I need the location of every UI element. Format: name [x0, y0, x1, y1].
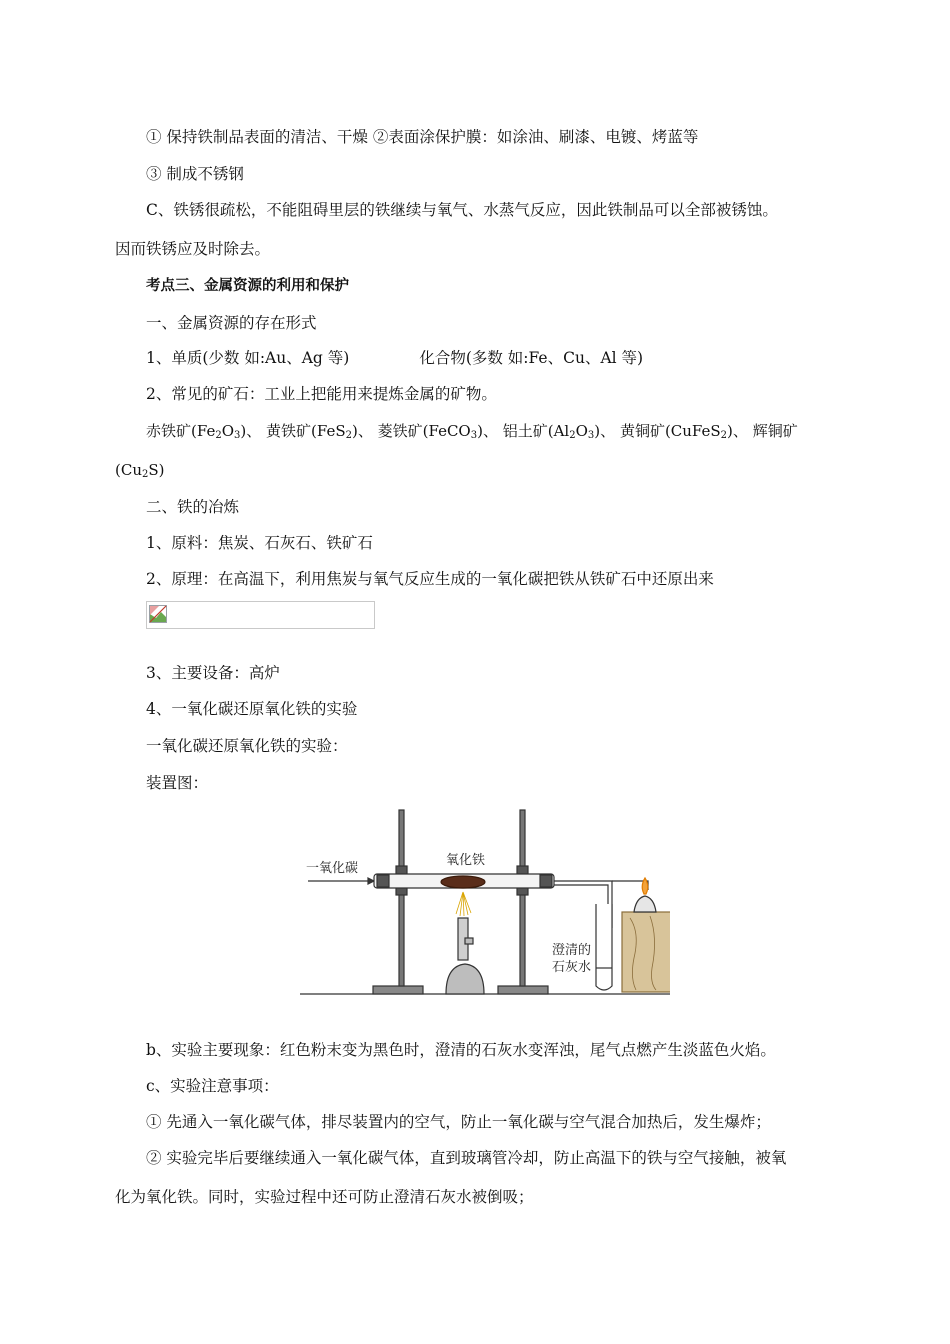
- text-line-10: 2、原理：在高温下，利用焦炭与氧气反应生成的一氧化碳把铁从铁矿石中还原出来: [146, 570, 714, 588]
- text-line-9: 1、原料：焦炭、石灰石、铁矿石: [146, 534, 373, 552]
- broken-image-icon: [149, 605, 167, 623]
- iron-oxide-sample: [441, 876, 485, 888]
- text-line-4: 因而铁锈应及时除去。: [115, 240, 271, 258]
- elemental-form-text: 1、单质(少数 如:Au、Ag 等): [146, 349, 350, 367]
- left-stand-base: [373, 986, 423, 994]
- limewater-test-tube: [596, 904, 612, 990]
- text-line-1: ① 保持铁制品表面的清洁、干燥 ②表面涂保护膜：如涂油、刷漆、电镀、烤蓝等: [146, 128, 699, 146]
- label-carbon-monoxide: 一氧化碳: [306, 861, 359, 876]
- ore-bauxite: 铝土矿$(Al_2O_3)$、: [502, 422, 616, 441]
- text-line-7: 2、常见的矿石：工业上把能用来提炼金属的矿物。: [146, 385, 497, 403]
- broken-image-placeholder: [146, 601, 375, 629]
- label-iron-oxide: 氧化铁: [446, 853, 486, 868]
- text-line-17: ① 先通入一氧化碳气体，排尽装置内的空气，防止一氧化碳与空气混合加热后，发生爆炸；: [146, 1113, 771, 1131]
- text-line-14: 装置图：: [146, 774, 209, 792]
- text-line-19: 化为氧化铁。同时，实验过程中还可防止澄清石灰水被倒吸；: [115, 1188, 534, 1206]
- co-reduction-apparatus-diagram: [300, 808, 670, 1002]
- ore-chalcopyrite: 黄铜矿(CuFeS$_2$)、: [619, 422, 748, 441]
- text-line-2: ③ 制成不锈钢: [146, 165, 244, 183]
- ore-list-line: [146, 421, 798, 441]
- text-line-12: 4、一氧化碳还原氧化铁的实验: [146, 700, 358, 718]
- text-line-3: C、铁锈很疏松，不能阻碍里层的铁继续与氧气、水蒸气反应，因此铁制品可以全部被锈蚀。: [146, 201, 778, 219]
- right-stand-base: [498, 986, 548, 994]
- text-line-15: b、实验主要现象：红色粉末变为黑色时，澄清的石灰水变浑浊，尾气点燃产生淡蓝色火焰。: [146, 1041, 776, 1059]
- ore-siderite: 菱铁矿(FeCO$_3$)、: [377, 422, 498, 441]
- label-limewater-line-1: 澄清的: [552, 943, 592, 958]
- ore-chalcocite: 辉铜矿: [752, 422, 798, 440]
- text-line-6: [146, 348, 643, 368]
- ore-pyrite: 黄铁矿(FeS$_2$)、: [266, 422, 373, 441]
- wooden-block: [622, 912, 670, 992]
- alcohol-lamp: [446, 964, 484, 994]
- left-stand-rod: [399, 810, 404, 986]
- tail-gas-lamp: [634, 896, 656, 912]
- text-line-13: 一氧化碳还原氧化铁的实验：: [146, 737, 348, 755]
- tail-gas-flame: [642, 878, 648, 894]
- section-heading: 考点三、金属资源的利用和保护: [146, 278, 349, 294]
- text-line-16: c、实验注意事项：: [146, 1077, 279, 1095]
- label-limewater-line-2: 石灰水: [552, 960, 592, 975]
- text-line-11: 3、主要设备：高炉: [146, 664, 280, 682]
- text-line-18: ② 实验完毕后要继续通入一氧化碳气体，直到玻璃管冷却，防止高温下的铁与空气接触，被氧: [146, 1149, 787, 1167]
- ore-hematite: 赤铁矿$(Fe_2O_3)$、: [146, 422, 262, 441]
- ore-list-line-2: $(Cu_2S)$: [115, 461, 165, 480]
- text-line-5: 一、金属资源的存在形式: [146, 314, 317, 332]
- right-stand-rod: [520, 810, 525, 986]
- text-line-8: 二、铁的冶炼: [146, 498, 240, 516]
- compound-form-text: 化合物(多数 如:Fe、Cu、Al 等): [419, 349, 644, 367]
